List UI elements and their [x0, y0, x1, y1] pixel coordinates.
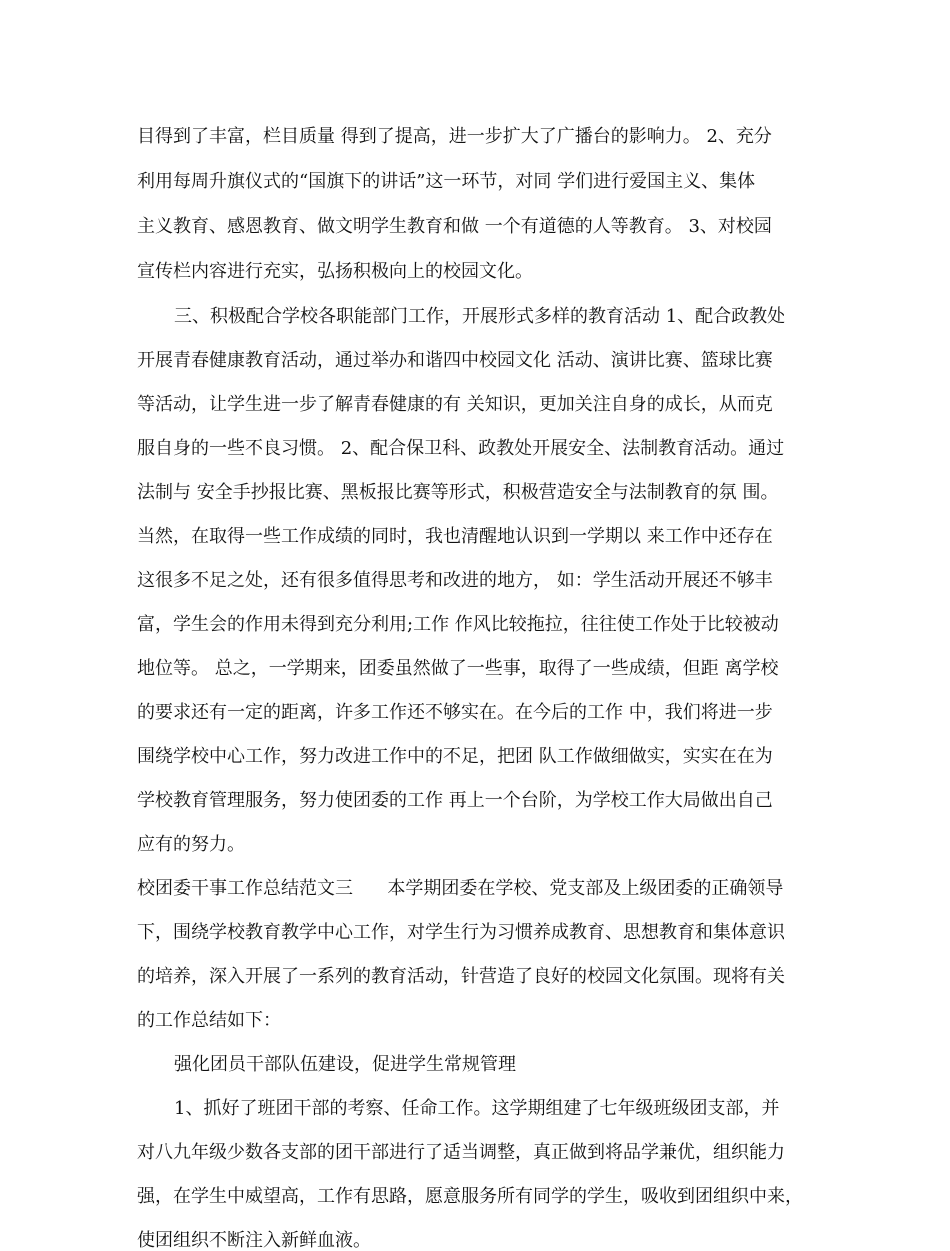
- text-line: 1、抓好了班团干部的考察、任命工作。这学期组建了七年级班级团支部，并: [174, 1098, 780, 1119]
- text-line: 的培养，深入开展了一系列的教育活动，针营造了良好的校园文化氛围。现将有关: [137, 966, 785, 987]
- text-line: 下，围绕学校教育教学中心工作，对学生行为习惯养成教育、思想教育和集体意识: [137, 922, 785, 943]
- text-line: 三、积极配合学校各职能部门工作，开展形式多样的教育活动 1、配合政教处: [174, 306, 786, 327]
- text-line: 目得到了丰富，栏目质量 得到了提高，进一步扩大了广播台的影响力。 2、充分: [137, 126, 772, 147]
- text-line: 使团组织不断注入新鲜血液。: [137, 1230, 371, 1251]
- text-line: 宣传栏内容进行充实，弘扬积极向上的校园文化。: [137, 261, 533, 282]
- text-line: 富，学生会的作用未得到充分利用;工作 作风比较拖拉，往往使工作处于比较被动: [137, 614, 779, 635]
- text-line: 围绕学校中心工作，努力改进工作中的不足，把团 队工作做细做实，实实在在为: [137, 746, 773, 767]
- section-heading-line: 校团委干事工作总结范文三 本学期团委在学校、党支部及上级团委的正确领导: [137, 878, 784, 899]
- text-line: 的工作总结如下：: [137, 1010, 281, 1031]
- text-line: 服自身的一些不良习惯。 2、配合保卫科、政教处开展安全、法制教育活动。通过: [137, 438, 785, 459]
- text-line: 等活动，让学生进一步了解青春健康的有 关知识，更加关注自身的成长，从而克: [137, 394, 773, 415]
- text-line: 学校教育管理服务，努力使团委的工作 再上一个台阶，为学校工作大局做出自己: [137, 790, 773, 811]
- text-line: 当然，在取得一些工作成绩的同时，我也清醒地认识到一学期以 来工作中还存在: [137, 526, 773, 547]
- text-line: 应有的努力。: [137, 834, 245, 855]
- text-line: 地位等。 总之，一学期来，团委虽然做了一些事，取得了一些成绩，但距 离学校: [137, 658, 779, 679]
- text-line: 利用每周升旗仪式的“国旗下的讲话”这一环节，对同 学们进行爱国主义、集体: [137, 171, 756, 192]
- text-line: 这很多不足之处，还有很多值得思考和改进的地方， 如：学生活动开展还不够丰: [137, 570, 773, 591]
- text-line: 的要求还有一定的距离，许多工作还不够实在。在今后的工作 中，我们将进一步: [137, 702, 773, 723]
- text-line: 强，在学生中威望高，工作有思路，愿意服务所有同学的学生，吸收到团组织中来，: [137, 1186, 803, 1207]
- text-line: 法制与 安全手抄报比赛、黑板报比赛等形式，积极营造安全与法制教育的氛 围。: [137, 482, 779, 503]
- text-line: 开展青春健康教育活动，通过举办和谐四中校园文化 活动、演讲比赛、篮球比赛: [137, 350, 773, 371]
- text-line: 主义教育、感恩教育、做文明学生教育和做 一个有道德的人等教育。 3、对校园: [137, 216, 772, 237]
- text-line: 对八九年级少数各支部的团干部进行了适当调整，真正做到将品学兼优，组织能力: [137, 1142, 785, 1163]
- subheading-line: 强化团员干部队伍建设，促进学生常规管理: [174, 1054, 516, 1075]
